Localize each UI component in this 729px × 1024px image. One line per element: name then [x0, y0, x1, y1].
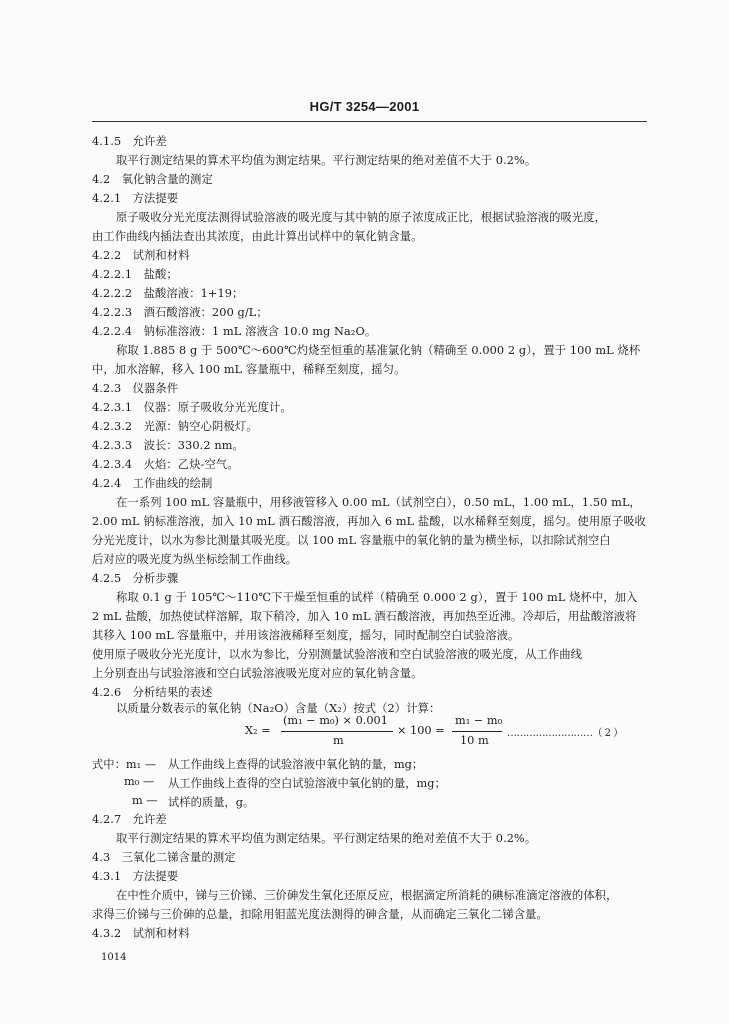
definition-text: 从工作曲线上查得的空白试验溶液中氧化钠的量，mg； — [168, 777, 446, 790]
paragraph-line: 取平行测定结果的算术平均值为测定结果。平行测定结果的绝对差值不大于 0.2%。 — [116, 154, 537, 167]
paragraph-line: 称取 0.1 g 于 105℃～110℃下干燥至恒重的试样（精确至 0.000 2 g），置于 100 mL 烧杯中，加入 — [116, 591, 638, 604]
paragraph-line: 使用原子吸收分光光度计，以水为参比，分别测量试验溶液和空白试验溶液的吸光度，从工作曲线 — [92, 648, 583, 661]
definition-text: 从工作曲线上查得的试验溶液中氧化钠的量，mg； — [168, 758, 424, 771]
formula-2 — [245, 712, 647, 752]
section-heading: 4.2.5 分析步骤 — [92, 572, 179, 585]
paragraph-line: 取平行测定结果的算术平均值为测定结果。平行测定结果的绝对差值不大于 0.2%。 — [116, 832, 537, 845]
formula-denominator-2: 10 m — [460, 734, 489, 747]
paragraph-line: 2.00 mL 钠标准溶液，加入 10 mL 酒石酸溶液，再加入 6 mL 盐酸，以水稀释至刻度，摇匀。使用原子吸收 — [92, 515, 646, 528]
list-item: 4.2.2.2 盐酸溶液：1+19； — [92, 287, 244, 300]
paragraph-line: 其移入 100 mL 容量瓶中，并用该溶液稀释至刻度，摇匀，同时配制空白试验溶液。 — [92, 629, 520, 642]
paragraph-line: 2 mL 盐酸，加热使试样溶解，取下稍冷，加入 10 mL 酒石酸溶液，再加热至近沸。冷却后，用盐酸溶液将 — [92, 610, 637, 623]
paragraph-line: 原子吸收分光光度法测得试验溶液的吸光度与其中钠的原子浓度成正比，根据试验溶液的吸光度， — [116, 211, 607, 224]
formula-numerator: (m₁ − m₀) × 0.001 — [283, 714, 388, 727]
page-number: 1014 — [101, 952, 127, 963]
paragraph-line: 后对应的吸光度为纵坐标绘制工作曲线。 — [92, 553, 298, 566]
list-item: 4.2.2.4 钠标准溶液：1 mL 溶液含 10.0 mg Na₂O。 — [92, 325, 377, 338]
header-rule — [92, 121, 647, 122]
section-heading: 4.2.2 试剂和材料 — [92, 249, 190, 262]
list-item: 4.2.3.2 光源：钠空心阴极灯。 — [92, 420, 258, 433]
definition-symbol: m — — [132, 794, 158, 807]
list-item: 4.2.2.3 酒石酸溶液：200 g/L； — [92, 306, 268, 319]
paragraph-line: 由工作曲线内插法查出其浓度，由此计算出试样中的氧化钠含量。 — [92, 230, 423, 243]
list-item: 4.2.3.1 仪器：原子吸收分光光度计。 — [92, 401, 292, 414]
paragraph-line: 分光光度计，以水为参比测量其吸光度。以 100 mL 容量瓶中的氧化钠的量为横坐标，以扣除试剂空白 — [92, 534, 611, 547]
definition-symbol: 式中：m₁ — — [92, 758, 157, 771]
section-heading: 4.2.6 分析结果的表述 — [92, 686, 213, 699]
formula-numerator-2: m₁ − m₀ — [455, 714, 503, 727]
fraction-bar — [281, 731, 393, 732]
section-heading: 4.2.4 工作曲线的绘制 — [92, 477, 213, 490]
paragraph-line: 以质量分数表示的氧化钠（Na₂O）含量（X₂）按式（2）计算： — [116, 702, 441, 715]
formula-denominator: m — [333, 734, 344, 747]
list-item: 4.2.3.3 波长：330.2 nm。 — [92, 439, 244, 452]
equation-number: ………………………（ 2 ） — [507, 728, 623, 739]
section-heading: 4.2.7 允许差 — [92, 813, 167, 826]
document-header: HG/T 3254—2001 — [309, 99, 420, 114]
section-heading: 4.3 三氧化二锑含量的测定 — [92, 851, 236, 864]
paragraph-line: 求得三价锑与三价砷的总量，扣除用钼蓝光度法测得的砷含量，从而确定三氧化二锑含量。 — [92, 908, 548, 921]
definition-text: 试样的质量，g。 — [168, 796, 255, 809]
paragraph-line: 在中性介质中，锑与三价锑、三价砷发生氧化还原反应，根据滴定所消耗的碘标准滴定溶液的体积， — [116, 889, 618, 902]
paragraph-line: 在一系列 100 mL 容量瓶中，用移液管移入 0.00 mL（试剂空白），0.50 mL，1.00 mL，1.50 mL， — [116, 496, 641, 509]
definition-symbol: m₀ — — [124, 775, 155, 788]
paragraph-line: 称取 1.885 8 g 于 500℃～600℃灼烧至恒重的基准氯化钠（精确至 0.000 2 g），置于 100 mL 烧杯 — [116, 344, 641, 357]
section-heading: 4.3.2 试剂和材料 — [92, 927, 190, 940]
paragraph-line: 中，加水溶解，移入 100 mL 容量瓶中，稀释至刻度，摇匀。 — [92, 363, 406, 376]
section-heading: 4.1.5 允许差 — [92, 135, 167, 148]
section-heading: 4.2 氧化钠含量的测定 — [92, 173, 213, 186]
section-heading: 4.3.1 方法提要 — [92, 870, 179, 883]
list-item: 4.2.2.1 盐酸； — [92, 268, 178, 281]
fraction-bar-2 — [452, 731, 502, 732]
paragraph-line: 上分别查出与试验溶液和空白试验溶液吸光度对应的氧化钠含量。 — [92, 667, 423, 680]
formula-times: × 100 = — [397, 724, 445, 737]
list-item: 4.2.3.4 火焰：乙炔-空气。 — [92, 458, 239, 471]
section-heading: 4.2.3 仪器条件 — [92, 382, 179, 395]
section-heading: 4.2.1 方法提要 — [92, 192, 179, 205]
formula-lhs: X₂ = — [245, 724, 271, 737]
